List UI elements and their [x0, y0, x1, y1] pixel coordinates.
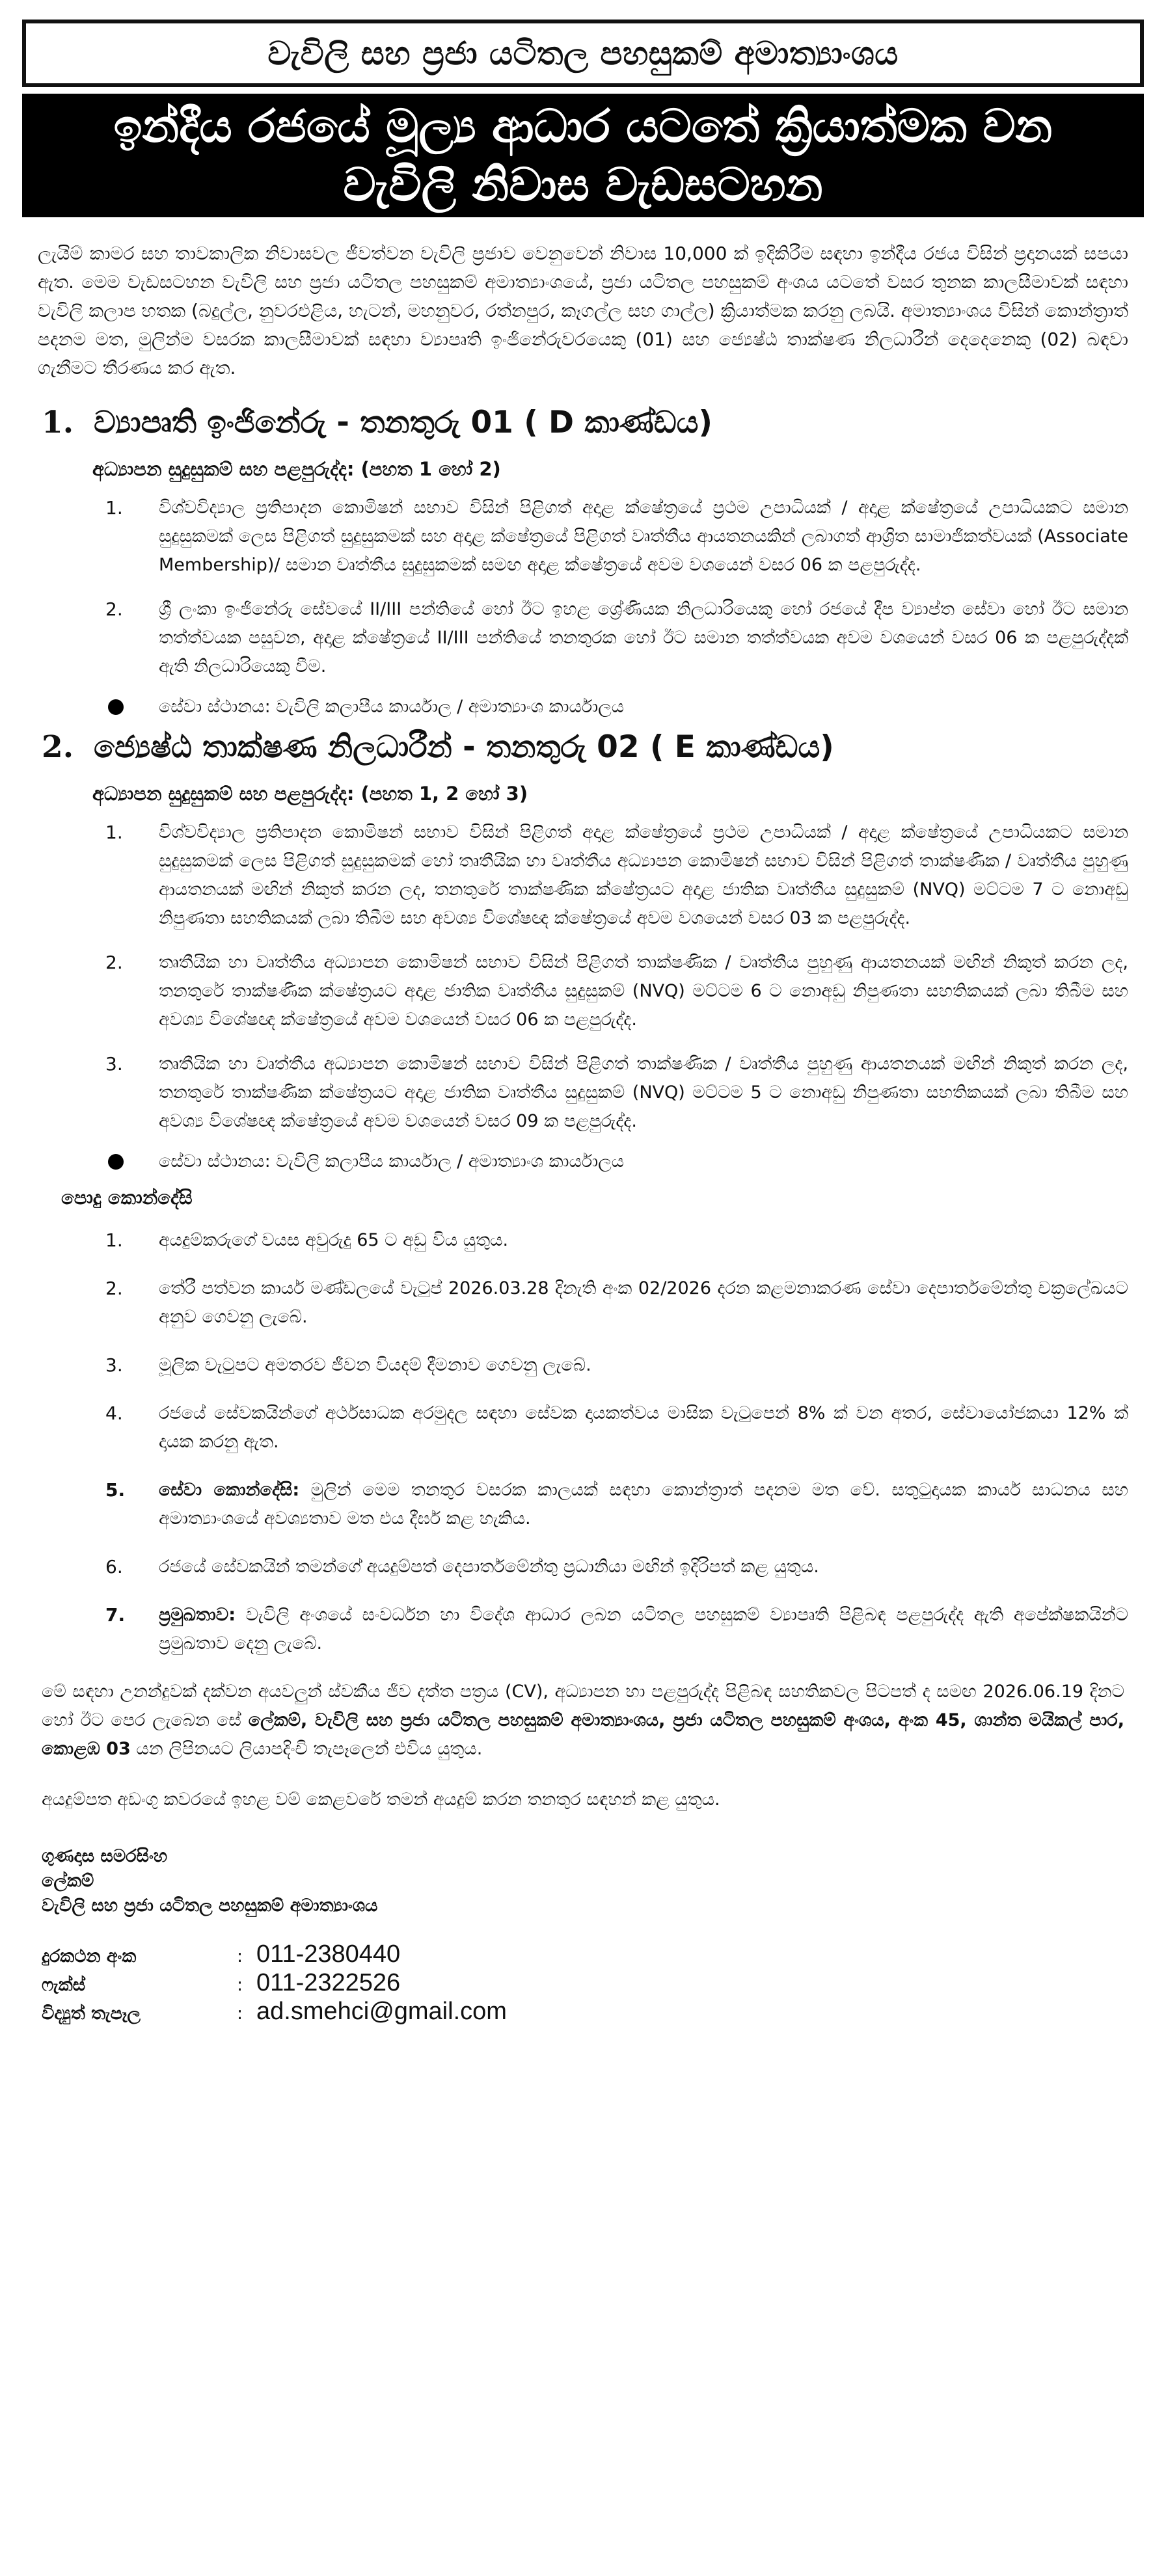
list-item-lead: ප්‍රමුඛතාව:	[159, 1605, 236, 1625]
telephone-label: දුරකථන අංක	[42, 1946, 137, 1966]
section1-qualifications-heading: අධ්‍යාපන සුදුසුකම් සහ පළපුරුද්ද: (පහත 1 හෝ 2)	[92, 458, 501, 480]
telephone-row	[42, 1940, 1144, 1969]
list-item-text: විශ්වවිද්‍යාල ප්‍රතිපාදන කොමිෂන් සභාව විසින් පිළිගත් අදාළ ක්ෂේත්‍රයේ ප්‍රථම උපාධියක් / අදාළ ක්ෂේත්‍රයේ උපාධියකට සමාන සුදුසුකමක් ලෙස පිළිගත් සුදුසුකමක් හෝ තෘතීයික හා වෘත්තීය අධ්‍යාපන කොමිෂන් සභාව විසින් පිළිගත් තාක්ෂණික / වෘත්තීය පුහුණු ආයතනයක් මඟින් නිකුත් කරන ලද, තනතුරේ තාක්ෂණික ක්ෂේත්‍රයට අදාළ ජාතික වෘත්තීය සුදුසුකම් (NVQ) මට්ටම 7 ට නොඅඩු නිපුණතා සහතිකයක් ලබා තිබීම සහ අවශ්‍ය විශේෂඥ ක්ෂේත්‍රයේ අවම වශයෙන් වසර 03 ක පළපුරුද්ද.	[159, 822, 1128, 928]
list-item	[22, 818, 1128, 933]
email-value[interactable]: ad.smehci@gmail.com	[256, 1998, 507, 2025]
section1-heading	[42, 405, 1144, 441]
bullet-icon	[108, 1154, 124, 1170]
fax-value: 011-2322526	[256, 1969, 401, 1996]
application-text-start: මේ සඳහා උනන්දුවක් දක්වන අයවලුන් ස්වකීය ජීව දත්ත පත්‍රය (CV), අධ්‍යාපන හා පළපුරුද්ද පිළිබඳ සහතිකවල පිටපත් ද සමඟ 2026.06.19 දිනට හෝ ඊට පෙර ලැබෙන සේ	[42, 1682, 1124, 1730]
section1-service-station	[22, 697, 1144, 718]
programme-title-banner	[22, 94, 1144, 217]
list-item	[22, 1399, 1128, 1456]
section1-number: 1.	[42, 405, 74, 440]
application-text-end: යන ලිපිනයට ලියාපදිංචි තැපෑලෙන් එවිය යුතුය.	[130, 1739, 483, 1759]
signatory-name: ගුණදාස සමරසිංහ	[42, 1846, 168, 1866]
general-conditions-list	[22, 1226, 1128, 1658]
signature-block	[42, 1844, 1144, 1918]
section2-title: ජ්‍යෙෂ්ඨ තාක්ෂණ නිලධාරීන් - තනතුරු 02 ( E කාණ්ඩය)	[94, 729, 834, 765]
section2-number: 2.	[42, 729, 74, 765]
envelope-note: අයදුම්පත අඩංගු කවරයේ ඉහළ වම් කෙළවරේ තමන් අයදුම් කරන තනතුර සඳහන් කළ යුතුය.	[42, 1790, 720, 1810]
list-item-text	[159, 1351, 1128, 1380]
signatory-ministry: වැවිලි සහ ප්‍රජා යටිතල පහසුකම් අමාත්‍යාංශය	[42, 1896, 378, 1916]
list-item	[22, 1476, 1128, 1533]
fax-row	[42, 1969, 1144, 1998]
signatory-designation: ලේකම්	[42, 1871, 94, 1891]
list-item	[22, 1226, 1128, 1255]
list-item-body: රජයේ සේවකයින් තමන්ගේ අයදුම්පත් දෙපාර්තමේන්තු ප්‍රධානියා මඟින් ඉදිරිපත් කළ යුතුය.	[159, 1557, 819, 1577]
section2-qualification-list	[22, 818, 1128, 1136]
list-item-number: 5.	[105, 1479, 126, 1501]
list-item-text	[159, 1601, 1128, 1658]
list-item-number: 2.	[105, 598, 123, 620]
email-row	[42, 1998, 1144, 2026]
list-item-body: මුලින් මෙම තනතුර වසරක කාලයක් සඳහා කොන්ත්‍රාත් පදනම මත වේ. සතුටුදායක කාර්ය සාධනය සහ අමාත්‍යාංශයේ අවශ්‍යතාව මත එය දීර්ඝ කළ හැකිය.	[159, 1480, 1128, 1529]
list-item-text: විශ්වවිද්‍යාල ප්‍රතිපාදන කොමිෂන් සභාව විසින් පිළිගත් අදාළ ක්ෂේත්‍රයේ ප්‍රථම උපාධියක් / අදාළ ක්ෂේත්‍රයේ උපාධියකට සමාන සුදුසුකමක් ලෙස පිළිගත් සුදුසුකමක් සහ අදාළ ක්ෂේත්‍රයේ පිළිගත් වෘත්තීය ආයතනයකින් ලබාගත් ආශ්‍රිත සාමාජිකත්වයක් (Associate Membership)/ සමාන වෘත්තීය සුදුසුකමක් සමඟ අදාළ ක්ෂේත්‍රයේ අවම වශයෙන් වසර 06 ක පළපුරුද්ද.	[159, 498, 1128, 575]
ministry-header	[22, 20, 1144, 87]
list-item-body: තේරී පත්වන කාර්ය මණ්ඩලයේ වැටුප් 2026.03.28 දිනැති අංක 02/2026 දරන කළමනාකරණ සේවා දෙපාර්තමේන්තු චක්‍රලේඛයට අනුව ගෙවනු ලැබේ.	[159, 1278, 1128, 1327]
list-item	[22, 1351, 1128, 1380]
ministry-name: වැවිලි සහ ප්‍රජා යටිතල පහසුකම් අමාත්‍යාංශය	[267, 34, 899, 72]
list-item-body: වැවිලි අංශයේ සංවර්ධන හා විදේශ ආධාර ලබන යටිතල පහසුකම් ව්‍යාපෘති පිළිබඳ පළපුරුද්ද ඇති අපේක්ෂකයින්ට ප්‍රමුඛතාව දෙනු ලැබේ.	[159, 1605, 1128, 1654]
list-item	[22, 948, 1128, 1034]
list-item-number: 1.	[105, 497, 123, 518]
list-item	[22, 494, 1128, 580]
list-item-lead: සේවා කොන්දේසි:	[159, 1480, 300, 1500]
list-item-text	[159, 1476, 1128, 1533]
separator: :	[237, 1975, 243, 1995]
general-conditions-heading: පොදු කොන්දේසි	[61, 1187, 193, 1209]
list-item-number: 3.	[105, 1354, 123, 1376]
email-label: විද්‍යුත් තැපෑල	[42, 2004, 141, 2024]
list-item	[22, 595, 1128, 681]
section1-qualification-list	[22, 494, 1128, 681]
section1-title: ව්‍යාපෘති ඉංජිනේරු - තනතුරු 01 ( D කාණ්ඩය)	[94, 405, 712, 440]
programme-title-line1: ඉන්දීය රජයේ මූල්‍ය ආධාර යටතේ ක්‍රියාත්මක වන	[113, 100, 1053, 153]
list-item-body: මූලික වැටුපට අමතරව ජීවන වියදම් දීමනාව ගෙවනු ලැබේ.	[159, 1355, 591, 1375]
telephone-value: 011-2380440	[256, 1940, 401, 1968]
list-item-number: 2.	[105, 1278, 123, 1299]
bullet-icon	[108, 699, 124, 715]
list-item	[22, 1553, 1128, 1581]
fax-label: ෆැක්ස්	[42, 1975, 86, 1995]
list-item-text	[159, 1226, 1128, 1255]
list-item	[22, 1050, 1128, 1136]
application-instructions	[42, 1678, 1124, 1764]
list-item-number: 3.	[105, 1053, 123, 1075]
list-item-text: තෘතීයික හා වෘත්තීය අධ්‍යාපන කොමිෂන් සභාව විසින් පිළිගත් තාක්ෂණික / වෘත්තීය පුහුණු ආයතනයක් මඟින් නිකුත් කරන ලද, තනතුරේ තාක්ෂණික ක්ෂේත්‍රයට අදාළ ජාතික වෘත්තීය සුදුසුකම් (NVQ) මට්ටම 5 ට නොඅඩු නිපුණතා සහතිකයක් ලබා තිබීම සහ අවශ්‍ය විශේෂඥ ක්ෂේත්‍රයේ අවම වශයෙන් වසර 09 ක පළපුරුද්ද.	[159, 1054, 1128, 1131]
list-item-text: ශ්‍රී ලංකා ඉංජිනේරු සේවයේ II/III පන්තියේ හෝ ඊට ඉහළ ශ්‍රේණියක නිලධාරියෙකු හෝ රජයේ දීප ව්‍යාප්ත සේවා හෝ ඊට සමාන තත්ත්වයක පසුවන, අදාළ ක්ෂේත්‍රයේ II/III පන්තියේ තනතුරක හෝ ඊට සමාන තත්ත්වයක අවම වශයෙන් වසර 06 ක පළපුරුද්දක් ඇති නිලධාරියෙකු වීම.	[159, 599, 1128, 677]
section2-heading	[42, 729, 1144, 766]
list-item-text	[159, 1399, 1128, 1456]
service-station-text: සේවා ස්ථානය: වැවිලි කලාපීය කාර්යාල / අමාත්‍යාංශ කාර්යාලය	[159, 697, 625, 717]
list-item-number: 4.	[105, 1402, 123, 1424]
list-item	[22, 1274, 1128, 1332]
application-address: ලේකම්, වැවිලි සහ ප්‍රජා යටිතල පහසුකම් අමාත්‍යාංශය, ප්‍රජා යටිතල පහසුකම් අංශය, අංක 45, ශාන්ත මයිකල් පාර, කොළඹ 03	[42, 1710, 1124, 1759]
programme-title-line2: වැවිලි නිවාස වැඩසටහන	[343, 158, 823, 211]
contact-details	[42, 1940, 1144, 2026]
section2-service-station	[22, 1151, 1144, 1172]
separator: :	[237, 2004, 243, 2024]
section2-qualifications-heading: අධ්‍යාපන සුදුසුකම් සහ පළපුරුද්ද: (පහත 1, 2 හෝ 3)	[92, 783, 528, 805]
list-item	[22, 1601, 1128, 1658]
list-item-body: අයදුම්කරුගේ වයස අවුරුදු 65 ට අඩු විය යුතුය.	[159, 1230, 509, 1250]
list-item-number: 1.	[105, 1229, 123, 1251]
list-item-text: තෘතීයික හා වෘත්තීය අධ්‍යාපන කොමිෂන් සභාව විසින් පිළිගත් තාක්ෂණික / වෘත්තීය පුහුණු ආයතනයක් මඟින් නිකුත් කරන ලද, තනතුරේ තාක්ෂණික ක්ෂේත්‍රයට අදාළ ජාතික වෘත්තීය සුදුසුකම් (NVQ) මට්ටම 6 ට නොඅඩු නිපුණතා සහතිකයක් ලබා තිබීම සහ අවශ්‍ය විශේෂඥ ක්ෂේත්‍රයේ අවම වශයෙන් වසර 06 ක පළපුරුද්ද.	[159, 952, 1128, 1030]
list-item-text	[159, 1274, 1128, 1332]
list-item-number: 2.	[105, 952, 123, 973]
service-station-text: සේවා ස්ථානය: වැවිලි කලාපීය කාර්යාල / අමාත්‍යාංශ කාර්යාලය	[159, 1151, 625, 1172]
intro-paragraph: ලැයිම් කාමර සහ තාවකාලික නිවාසවල ජීවත්වන වැවිලි ප්‍රජාව වෙනුවෙන් නිවාස 10,000 ක් ඉදිකිරීම සඳහා ඉන්දීය රජය විසින් ප්‍රදානයක් සපයා ඇත. මෙම වැඩසටහන වැවිලි සහ ප්‍රජා යටිතල පහසුකම් අමාත්‍යාංශයේ, ප්‍රජා යටිතල පහසුකම් අංශය යටතේ වසර තුනක කාලසීමාවක් සඳහා වැවිලි කලාප හතක (බදුල්ල, නුවරඑළිය, හැටන්, මහනුවර, රත්නපුර, කෑගල්ල සහ ගාල්ල) ක්‍රියාත්මක කරනු ලබයි. අමාත්‍යාංශය විසින් කොන්ත්‍රාත් පදනම මත, මුලින්ම වසරක කාලසීමාවක් සඳහා ව්‍යාපෘති ඉංජිනේරුවරයෙකු (01) සහ ජ්‍යෙෂ්ඨ තාක්ෂණ නිලධාරීන් දෙදෙනෙකු (02) බඳවා ගැනීමට තීරණය කර ඇත.	[38, 243, 1128, 379]
list-item-number: 7.	[105, 1604, 126, 1626]
list-item-number: 1.	[105, 822, 123, 843]
list-item-body: රජයේ සේවකයින්ගේ අර්ථසාධක අරමුදල සඳහා සේවක දායකත්වය මාසික වැටුපෙන් 8% ක් වන අතර, සේවායෝජකයා 12% ක් දායක කරනු ඇත.	[159, 1403, 1128, 1452]
list-item-number: 6.	[105, 1556, 123, 1577]
list-item-text	[159, 1553, 1128, 1581]
separator: :	[237, 1946, 243, 1966]
